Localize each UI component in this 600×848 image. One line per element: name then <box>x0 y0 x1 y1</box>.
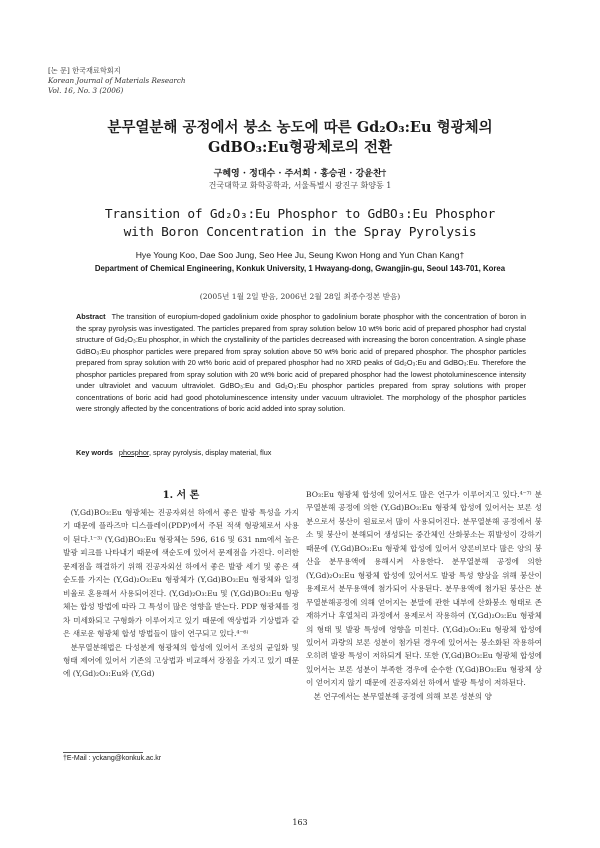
abstract-label: Abstract <box>76 312 106 321</box>
received-dates: (2005년 1월 2일 받음, 2006년 2월 28일 최종수정본 받음) <box>199 292 401 301</box>
title-korean-line-2: GdBO₃:Eu형광체로의 전환 <box>207 139 393 156</box>
journal-name-en: Korean Journal of Materials Research <box>48 76 186 85</box>
abstract-text: The transition of europium-doped gadolinium oxide phosphor to gadolinium borate phosphor with the concentration of boron in the spray pyrolysis was investigated. The particles prepared from spray solution below 10 wt% boric acid of prepared phosphor had crystal structure of Gd₂O₃:Eu phosphor, in which the crystallinity of the particles decreased with increasing the boron concentration. A single phase GdBO₃:Eu phosphor particles were prepared from spray solution above 50 wt% boric acid of prepared phosphor. The phosphor particles prepared from spray solution with 20 wt% boric acid of prepared phosphor had no XRD peaks of Gd₂O₃:Eu and GdBO₃:Eu. Therefore the phosphor particles prepared from spray solution with 20 wt% boric acid of prepared phosphor had the lowest photoluminescence intensity under ultraviolet and vacuum ultraviolet. GdBO₃:Eu and Gd₂O₃:Eu phosphor particles prepared from spray solutions with proper concentrations of boric acid had good photoluminescence intensity under vacuum ultraviolet. The morphology of the phosphor particles were strongly affected by the concentrations of boric acid added into spray solution. <box>76 312 526 413</box>
title-english-line-1: Transition of Gd₂O₃:Eu Phosphor to GdBO₃:Eu Phosphor <box>104 207 496 222</box>
keywords-rest: , spray pyrolysis, display material, flux <box>148 448 272 457</box>
authors-english: Hye Young Koo, Dae Soo Jung, Seo Hee Ju, Seung Kwon Hong and Yun Chan Kang† <box>135 250 465 260</box>
journal-name-ko: [논 문] 한국재료학회지 <box>48 66 121 75</box>
title-korean-line-1: 분무열분해 공정에서 붕소 농도에 따른 Gd₂O₃:Eu 형광체의 <box>107 119 493 136</box>
paragraph: (Y,Gd)BO₃:Eu 형광체는 진공자외선 하에서 좋은 발광 특성을 가지기 때문에 플라즈마 디스플레이(PDP)에서 주된 적색 형광체로서 사용이 된다.¹⁻³⁾ (Y,Gd)BO₃:Eu 형광체는 596, 616 및 631 nm에서 높은 발광 피크를 나타내기 때문에 색순도에 있어서 문제점을 가진다. 이러한 문제점을 해결하기 위해 진공자외선 하에서 좋은 발광 세기 및 좋은 색순도를 가지는 (Y,Gd)₂O₃:Eu 형광체가 (Y,Gd)BO₃:Eu 형광체와 일정 비율로 혼용해서 사용되어진다. (Y,Gd)₂O₃:Eu 및 (Y,Gd)BO₃:Eu 형광체는 합성 방법에 따라 그 특성이 많은 영향을 받는다. PDP 형광체를 정차 미세화되고 구형화가 이루어지고 있기 때문에 액상법과 기상법과 같은 새로운 형광체 합성 방법들이 많이 연구되고 있다.⁴⁻⁶⁾ <box>63 508 299 639</box>
keywords-label: Key words <box>76 448 113 457</box>
title-english <box>0 206 600 242</box>
paragraph: BO₃:Eu 형광체 합성에 있어서도 많은 연구가 이루어지고 있다.⁴⁻⁷⁾ 분무열분해 공정에 의한 (Y,Gd)BO₃:Eu 형광체 합성에 있어서는 보론 성분으로서 붕산이 원료로서 많이 사용되어진다. 분무열분해 공정에서 붕소 및 붕산이 분해되어 생성되는 중간체인 산화붕소는 휘발성이 강하기 때문에 (Y,Gd)BO₃:Eu 형광체 합성에 있어서 양론비보다 많은 양의 붕산을 분무용액에 용해시켜 사용한다. 분무열분해 공정에 의한 (Y,Gd)₂O₃:Eu 형광체 합성에 있어서도 발광 특성 향상을 위해 붕산이 용제로서 분무용액에 첨가되어 사용된다. 분무용액에 첨가된 붕산은 분무열분해공정에 의해 얻어지는 분말에 관한 내부에 산화붕소 형태로 존재하거나 후열처리 과정에서 용제로서 작용하여 (Y,Gd)₂O₃:Eu 형광체의 형태 및 발광 특성에 영향을 미친다. (Y,Gd)₂O₃:Eu 형광체 합성에 있어서 과량의 보론 성분이 첨가된 경우에 있어서는 붕소화된 작용하여 오히려 발광 특성이 저하되게 된다. 또한 (Y,Gd)BO₃:Eu 형광체 합성에 있어서는 보론 성분이 부족한 경우에 순수한 (Y,Gd)BO₃:Eu 형광체 상이 얻어지지 않기 때문에 진공자외선 하에서 발광 특성이 저하된다. <box>306 490 542 688</box>
section-heading-introduction: 1. 서 론 <box>162 490 200 501</box>
page-number: 163 <box>292 818 308 827</box>
journal-volume: Vol. 16, No. 3 (2006) <box>48 86 124 95</box>
journal-header <box>48 66 186 96</box>
title-english-line-2: with Boron Concentration in the Spray Pyrolysis <box>123 225 477 240</box>
authors-korean: 구혜영 · 정대수 · 주서희 · 홍승권 · 강윤찬† <box>213 169 387 179</box>
paragraph: 본 연구에서는 분무열분해 공정에 의해 보론 성분의 양 <box>313 691 492 701</box>
affiliation-english: Department of Chemical Engineering, Konkuk University, 1 Hwayang-dong, Gwangjin-gu, Seoul 143-701, Korea <box>94 264 506 273</box>
footnote-rule <box>63 752 143 753</box>
paragraph: 분무열분해법은 다성분계 형광체의 합성에 있어서 조성의 균일화 및 형태 제어에 있어서 기존의 고상법과 비교해서 장점을 가지고 있기 때문에 (Y,Gd)₂O₃:Eu와 (Y,Gd) <box>63 642 299 679</box>
title-korean <box>0 118 600 158</box>
keyword-phosphor: phosphor <box>118 448 149 457</box>
footnote-email: †E-Mail : yckang@konkuk.ac.kr <box>63 755 162 762</box>
body-column-left <box>63 506 299 681</box>
affiliation-korean: 건국대학교 화학공학과, 서울특별시 광진구 화양동 1 <box>208 181 392 190</box>
abstract <box>76 311 526 415</box>
keywords <box>76 448 526 457</box>
body-column-right <box>306 488 542 703</box>
